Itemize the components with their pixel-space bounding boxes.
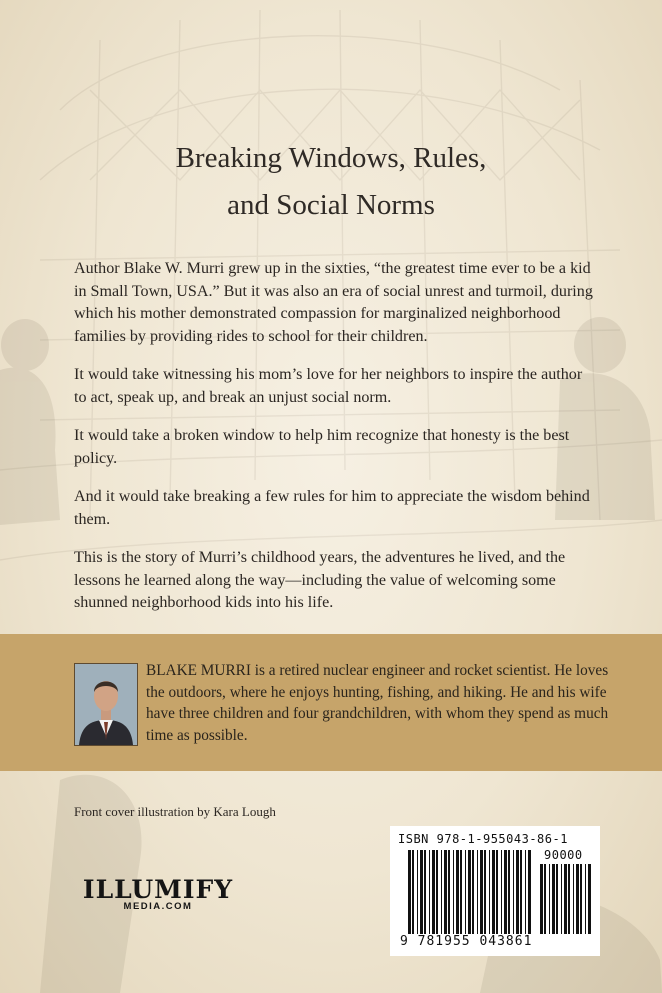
barcode-bar — [484, 850, 486, 934]
barcode-bar — [468, 850, 471, 934]
barcode-bar — [540, 864, 543, 934]
barcode-bar — [508, 850, 510, 934]
description-paragraph: This is the story of Murri’s childhood years, the adventures he lived, and the lessons he learned along the way—including the value of welcoming some shunned neighborhood kids into his life. — [74, 549, 566, 611]
barcode-bar — [520, 850, 522, 934]
barcode-bar — [492, 850, 495, 934]
barcode-bar — [412, 850, 414, 934]
title-line-2: and Social Norms — [227, 189, 435, 221]
barcode-bar — [424, 850, 426, 934]
barcode-bar — [561, 864, 562, 934]
barcode-bar — [576, 864, 579, 934]
barcode-bar — [564, 864, 567, 934]
barcode-bar — [448, 850, 450, 934]
barcode-bar — [472, 850, 474, 934]
isbn-barcode — [390, 826, 600, 956]
barcode-bar — [552, 864, 555, 934]
isbn-number: ISBN 978-1-955043-86-1 — [398, 832, 568, 846]
barcode-bar — [588, 864, 591, 934]
book-title — [0, 135, 662, 229]
barcode-bar — [549, 864, 550, 934]
barcode-ean-number: 9 781955 043861 — [400, 934, 533, 949]
barcode-bar — [573, 864, 574, 934]
barcode-addon-price: 90000 — [544, 848, 583, 862]
barcode-bar — [504, 850, 507, 934]
barcode-bar — [525, 850, 526, 934]
barcode-bar — [496, 850, 498, 934]
barcode-bar — [568, 864, 570, 934]
barcode-bar — [465, 850, 466, 934]
barcode-bar — [441, 850, 442, 934]
publisher-url: MEDIA.COM — [123, 901, 193, 912]
description-paragraph: Author Blake W. Murri grew up in the sixties, “the greatest time ever to be a kid in Small Town, USA.” But it was also an era of social unrest and turmoil, during which his mother demonstrated compassion for marginalized neighborhood families by providing rides to school for their children. — [74, 260, 593, 345]
publisher-name: ILLUMIFY — [82, 875, 234, 904]
barcode-bar — [501, 850, 502, 934]
barcode-bar — [453, 850, 454, 934]
barcode-bar — [436, 850, 438, 934]
barcode-bar — [489, 850, 490, 934]
barcode-bar — [516, 850, 519, 934]
author-photo — [74, 663, 138, 746]
barcode-bar — [432, 850, 435, 934]
description-paragraph: It would take witnessing his mom’s love for her neighbors to inspire the author to act, speak up, and break an unjust social norm. — [74, 366, 583, 406]
barcode-bar — [544, 864, 546, 934]
barcode-bar — [580, 864, 582, 934]
barcode-bar — [585, 864, 586, 934]
illustration-credit: Front cover illustration by Kara Lough — [74, 804, 276, 819]
barcode-bar — [513, 850, 514, 934]
barcode-bar — [477, 850, 478, 934]
book-description — [74, 258, 594, 631]
barcode-bar — [420, 850, 423, 934]
barcode-bar — [417, 850, 418, 934]
description-paragraph: It would take a broken window to help him recognize that honesty is the best policy. — [74, 427, 570, 467]
barcode-bar — [556, 864, 558, 934]
barcode-bar — [444, 850, 447, 934]
barcode-bar — [408, 850, 411, 934]
author-bio: BLAKE MURRI is a retired nuclear engineer and rocket scientist. He loves the outdoors, where he enjoys hunting, fishing, and hiking. He and his wife have three children and four grandchildren, with whom they spend as much time as possible. — [146, 662, 609, 744]
barcode-bar — [460, 850, 462, 934]
description-paragraph: And it would take breaking a few rules for him to appreciate the wisdom behind them. — [74, 488, 590, 528]
author-photo-image — [75, 664, 137, 745]
barcode-bar — [480, 850, 483, 934]
barcode-bar — [456, 850, 459, 934]
title-line-1: Breaking Windows, Rules, — [175, 142, 487, 174]
barcode-bar — [429, 850, 430, 934]
barcode-bar — [528, 850, 531, 934]
publisher-logo — [78, 876, 238, 912]
